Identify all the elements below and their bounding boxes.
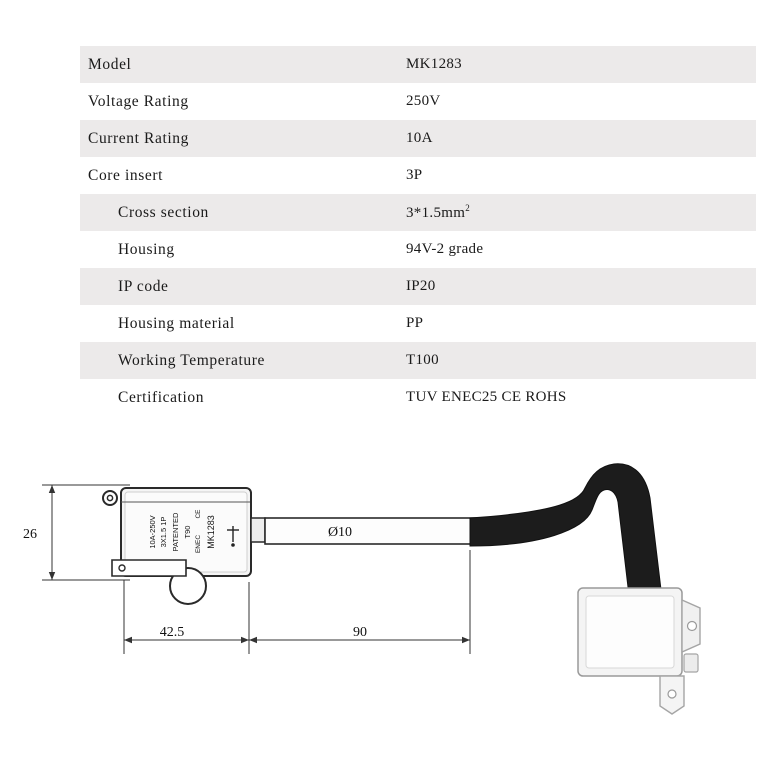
- table-row: [80, 83, 756, 120]
- spec-value: 3P: [406, 167, 423, 183]
- table-row: [80, 305, 756, 342]
- switch-label-model: MK1283: [206, 515, 216, 549]
- switch-label-patented: PATENTED: [171, 512, 180, 552]
- cable-white-section: [265, 518, 480, 544]
- switch-label-rating: 10A-250V: [148, 515, 157, 549]
- switch-label-core: 3X1.5 1P: [159, 516, 168, 548]
- spec-label: Model: [80, 46, 398, 83]
- spec-label: Core insert: [88, 166, 164, 184]
- switch-label-enec-mark: ENEC: [195, 534, 202, 554]
- switch-label-ce-mark: CE: [195, 509, 202, 519]
- dimension-cable-length-label: 90: [353, 625, 367, 640]
- drawing-canvas: [0, 440, 768, 768]
- spec-value: 250V: [406, 93, 441, 109]
- spec-value: IP20: [398, 268, 756, 305]
- table-row: [80, 379, 756, 416]
- spec-value: TUV ENEC25 CE ROHS: [406, 389, 567, 405]
- spec-label: Housing material: [118, 314, 235, 332]
- dimension-diameter-label: Ø10: [327, 525, 353, 540]
- switch-label-t90: T90: [183, 525, 192, 539]
- dimension-switch-length-label: 42.5: [159, 625, 185, 640]
- spec-value: MK1283: [398, 46, 756, 83]
- table-row: [80, 157, 756, 194]
- spec-label: Working Temperature: [80, 342, 398, 379]
- spec-value: 10A: [398, 120, 756, 157]
- spec-value: PP: [406, 315, 424, 331]
- table-row: [80, 268, 756, 305]
- cable-black-sheath: [470, 464, 662, 604]
- plug-connector: [578, 588, 700, 714]
- table-row: [80, 46, 756, 83]
- spec-value: T100: [398, 342, 756, 379]
- spec-label: Voltage Rating: [88, 92, 189, 110]
- spec-value-superscript: 2: [465, 203, 470, 213]
- spec-label: Cross section: [80, 194, 398, 231]
- specification-table: [80, 46, 756, 416]
- micro-switch-body: [103, 488, 265, 604]
- table-row: [80, 120, 756, 157]
- technical-drawing: [0, 440, 768, 768]
- spec-table-body: [80, 46, 756, 416]
- spec-label: Housing: [118, 240, 175, 258]
- spec-label: IP code: [80, 268, 398, 305]
- dimension-height-label: 26: [23, 527, 37, 542]
- table-row: [80, 194, 756, 231]
- spec-label: Current Rating: [80, 120, 398, 157]
- table-row: [80, 231, 756, 268]
- spec-value: [398, 194, 756, 231]
- spec-value-text: 3*1.5mm: [406, 205, 466, 221]
- spec-label: Certification: [118, 388, 205, 406]
- spec-value: 94V-2 grade: [406, 241, 484, 257]
- table-row: [80, 342, 756, 379]
